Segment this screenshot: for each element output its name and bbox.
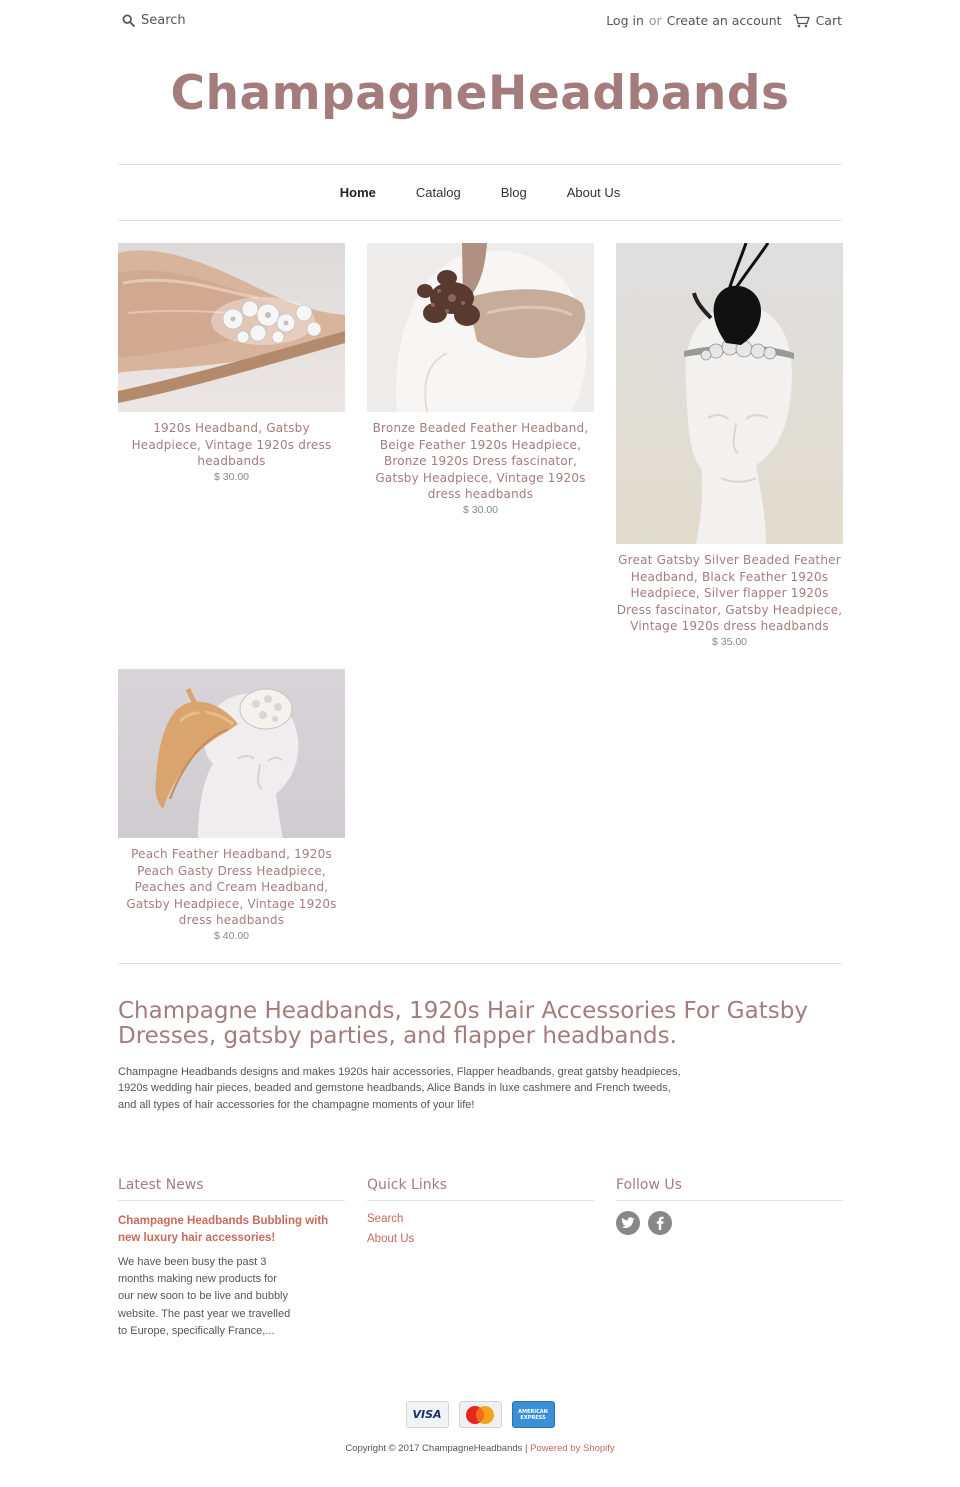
- product-price: $ 35.00: [711, 635, 748, 648]
- login-link[interactable]: Log in: [606, 13, 644, 28]
- latest-news-heading: Latest News: [118, 1177, 345, 1201]
- footer-latest-news: [118, 1177, 345, 1340]
- footer-link-search[interactable]: Search: [367, 1213, 404, 1225]
- powered-by-link[interactable]: Powered by Shopify: [530, 1443, 615, 1454]
- product-title[interactable]: Great Gatsby Silver Beaded Feather Headband, Black Feather 1920s Headpiece, Silver flapper 1920s Dress fascinator, Gatsby Headpiece, Vintage 1920s dress headbands: [616, 553, 843, 633]
- product-image[interactable]: [616, 243, 843, 544]
- product-title[interactable]: Bronze Beaded Feather Headband, Beige Feather 1920s Headpiece, Bronze 1920s Dress fascinator, Gatsby Headpiece, Vintage 1920s dress headbands: [372, 421, 589, 501]
- amex-icon: AMERICAN EXPRESS: [512, 1401, 555, 1428]
- cart-icon: [793, 14, 810, 28]
- twitter-icon[interactable]: [616, 1211, 640, 1235]
- visa-icon: VISA: [406, 1401, 449, 1428]
- site-logo[interactable]: ChampagneHeadbands: [170, 66, 790, 121]
- product-image[interactable]: [118, 243, 345, 412]
- payment-icons: [0, 1401, 960, 1428]
- nav-home[interactable]: Home: [339, 185, 376, 200]
- mastercard-icon: [459, 1401, 502, 1428]
- main-nav: [118, 165, 842, 220]
- product-card[interactable]: [367, 243, 594, 516]
- product-image[interactable]: [118, 669, 345, 838]
- nav-catalog[interactable]: Catalog: [415, 185, 461, 200]
- or-text: or: [648, 13, 662, 28]
- nav-about-us[interactable]: About Us: [566, 185, 621, 200]
- product-card[interactable]: [616, 243, 843, 648]
- news-post-excerpt: We have been busy the past 3 months making new products for our new soon to be live and bubbly website. The past year we travelled to Europe, specifically France,...: [118, 1256, 291, 1337]
- intro-text: Champagne Headbands designs and makes 1920s hair accessories, Flapper headbands, great gatsby headpieces, 1920s wedding hair pieces, beaded and gemstone headbands, Alice Bands in luxe cashmere and French tweeds, and all types of hair accessories for the champagne moments of your life!: [118, 1066, 681, 1111]
- cart-label: Cart: [815, 13, 842, 28]
- product-title[interactable]: Peach Feather Headband, 1920s Peach Gasty Dress Headpiece, Peaches and Cream Headband, Gatsby Headpiece, Vintage 1920s dress headbands: [126, 847, 337, 927]
- search-icon: [122, 14, 135, 27]
- section-divider: [118, 963, 842, 964]
- news-post-title[interactable]: Champagne Headbands Bubbling with new luxury hair accessories!: [118, 1215, 329, 1244]
- copyright-text: Copyright © 2017 ChampagneHeadbands |: [345, 1443, 528, 1454]
- account-links: [606, 13, 842, 28]
- facebook-icon[interactable]: [648, 1211, 672, 1235]
- nav-divider-bottom: [118, 220, 842, 221]
- product-price: $ 30.00: [213, 470, 250, 483]
- product-price: $ 30.00: [462, 503, 499, 516]
- product-image[interactable]: [367, 243, 594, 412]
- search-label: Search: [141, 13, 186, 28]
- nav-blog[interactable]: Blog: [500, 185, 527, 200]
- product-card[interactable]: [118, 243, 345, 483]
- create-account-link[interactable]: Create an account: [666, 13, 782, 28]
- intro-heading: Champagne Headbands, 1920s Hair Accessories For Gatsby Dresses, gatsby parties, and flapper headbands.: [118, 998, 808, 1049]
- product-card[interactable]: [118, 669, 345, 942]
- quick-links-heading: Quick Links: [367, 1177, 594, 1201]
- product-title[interactable]: 1920s Headband, Gatsby Headpiece, Vintage 1920s dress headbands: [131, 421, 332, 468]
- cart-link[interactable]: [793, 13, 842, 28]
- search-link[interactable]: [122, 13, 186, 28]
- follow-us-heading: Follow Us: [616, 1177, 843, 1201]
- footer-link-about-us[interactable]: About Us: [367, 1233, 415, 1245]
- footer-quick-links: [367, 1177, 594, 1249]
- product-price: $ 40.00: [213, 929, 250, 942]
- copyright: [0, 1443, 960, 1454]
- footer-follow-us: [616, 1177, 843, 1235]
